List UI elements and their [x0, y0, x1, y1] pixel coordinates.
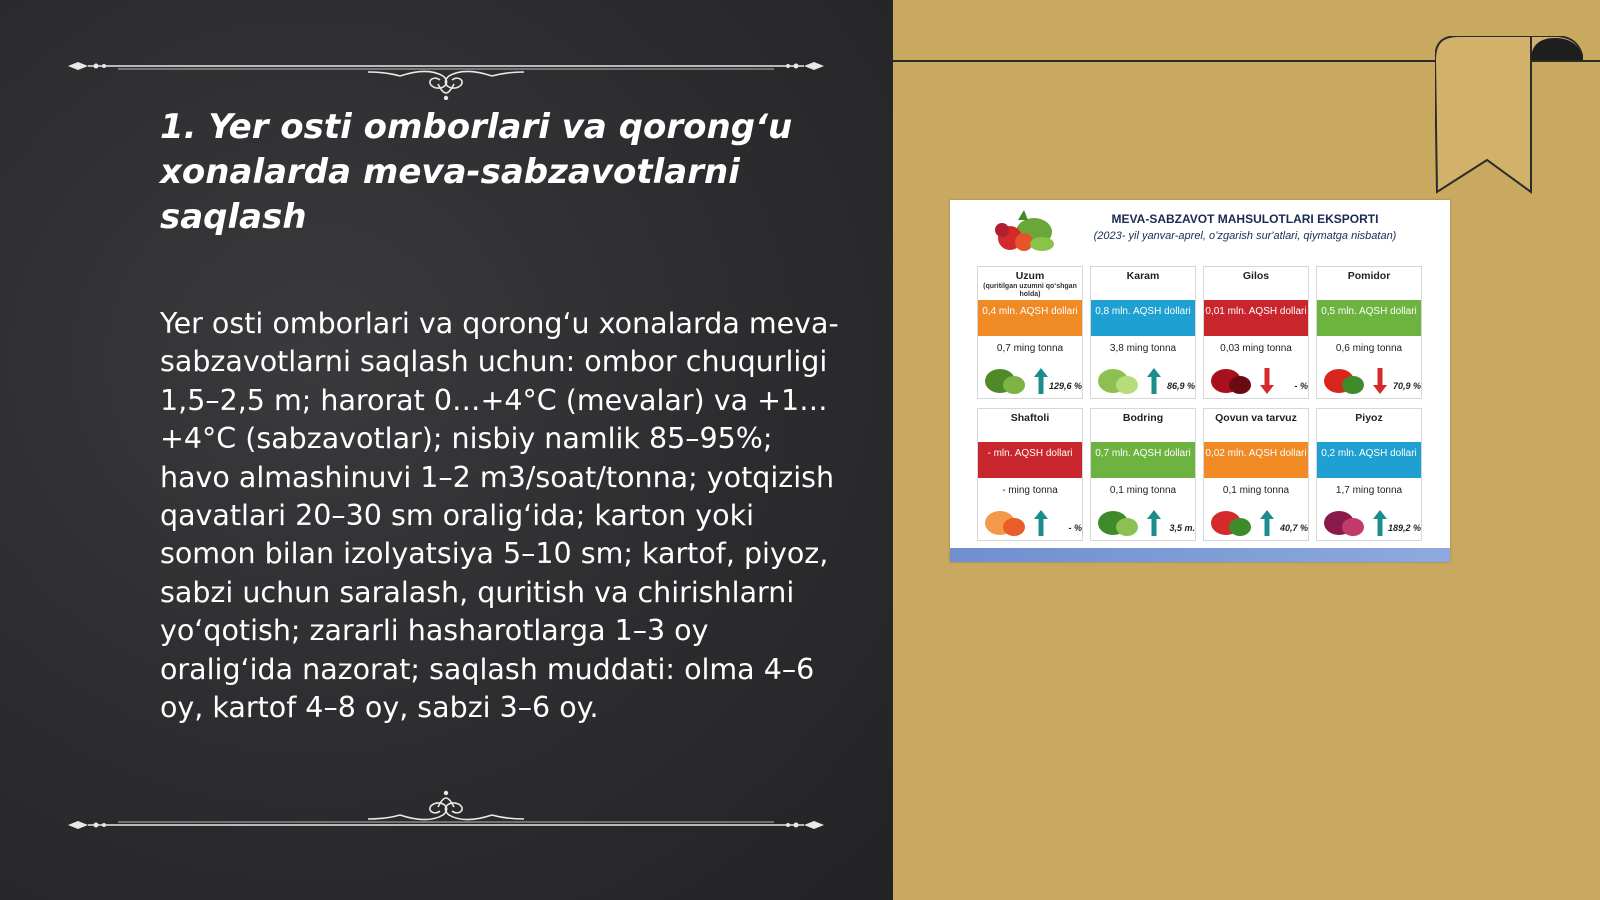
- card-quantity: 0,6 ming tonna: [1335, 343, 1403, 354]
- card-product-name: [1317, 267, 1421, 300]
- card-export-value: 0,7 mln. AQSH dollari: [1091, 442, 1195, 478]
- tomato-icon: [1319, 361, 1371, 397]
- card-change-rate: 86,9 %: [1166, 381, 1195, 391]
- card-change-rate: - %: [1068, 523, 1082, 533]
- card-product-label: Qovun va tarvuz: [1215, 412, 1297, 424]
- export-infographic: [950, 200, 1450, 562]
- infographic-title: MEVA-SABZAVOT MAHSULOTLARI EKSPORTI: [1111, 212, 1379, 226]
- peach-icon: [980, 503, 1032, 539]
- vegetables-icon: [988, 206, 1058, 254]
- product-card: [977, 408, 1083, 541]
- card-export-value: 0,5 mln. AQSH dollari: [1317, 300, 1421, 336]
- card-quantity: - ming tonna: [1002, 485, 1058, 496]
- card-quantity: 0,1 ming tonna: [1109, 485, 1177, 496]
- card-change-rate: - %: [1294, 381, 1308, 391]
- card-change-rate: 70,9 %: [1392, 381, 1421, 391]
- card-export-value: 0,4 mln. AQSH dollari: [978, 300, 1082, 336]
- card-product-label: Gilos: [1242, 270, 1270, 282]
- card-product-name: [1204, 267, 1308, 300]
- card-change-rate: 129,6 %: [1048, 381, 1082, 391]
- card-export-value: 0,02 mln. AQSH dollari: [1204, 442, 1308, 478]
- card-quantity: 0,7 ming tonna: [996, 343, 1064, 354]
- infographic-footer-bar: [950, 548, 1450, 562]
- product-card: [1316, 266, 1422, 399]
- top-ornament: [68, 40, 824, 100]
- card-quantity: 0,1 ming tonna: [1222, 485, 1290, 496]
- card-quantity: 1,7 ming tonna: [1335, 485, 1403, 496]
- card-product-name: [978, 409, 1082, 442]
- product-card: [1203, 408, 1309, 541]
- card-product-name: [1317, 409, 1421, 442]
- bookmark-icon: [1435, 36, 1583, 198]
- product-card: [1203, 266, 1309, 399]
- melon-icon: [1206, 503, 1258, 539]
- card-product-name: [1091, 267, 1195, 300]
- product-card: [977, 266, 1083, 399]
- slide-title: 1. Yer osti omborlari va qorongʻu xonalarda meva-sabzavotlarni saqlash: [160, 107, 793, 237]
- cabbage-icon: [1093, 361, 1145, 397]
- card-export-value: - mln. AQSH dollari: [978, 442, 1082, 478]
- card-export-value: 0,2 mln. AQSH dollari: [1317, 442, 1421, 478]
- card-product-name: [1204, 409, 1308, 442]
- product-card: [1316, 408, 1422, 541]
- product-card: [1090, 266, 1196, 399]
- product-card: [1090, 408, 1196, 541]
- card-product-name: [978, 267, 1082, 300]
- infographic-subtitle: (2023- yil yanvar-aprel, oʻzgarish sur'atlari, qiymatga nisbatan): [1093, 230, 1397, 242]
- card-product-label: Shaftoli: [1010, 412, 1050, 424]
- card-product-name: [1091, 409, 1195, 442]
- card-quantity: 0,03 ming tonna: [1220, 343, 1292, 354]
- card-product-label: Bodring: [1122, 412, 1164, 424]
- card-change-rate: 3,5 m.: [1169, 523, 1195, 533]
- grapes-icon: [980, 361, 1032, 397]
- slide-body: Yer osti omborlari va qorongʻu xonalarda meva-sabzavotlarni saqlash uchun: ombor chuqurligi 1,5–2,5 m; harorat 0…+4°C (mevalar) va +1…+4°C (sabzavotlar); nisbiy namlik 85–95%; havo almashinuvi 1–2 m3/soat/tonna; yotqizish qavatlari 20–30 sm oraligʻida; karton yoki somon bilan izolyatsiya 5–10 sm; kartof, piyoz, sabzi uchun saralash, quritish va chirishlarni yoʻqotish; zararli hasharotlarga 1–3 oy oraligʻida nazorat; saqlash muddati: olma 4–6 oy, kartof 4–8 oy, sabzi 3–6 oy.: [160, 307, 839, 725]
- card-product-label: Uzum: [1015, 270, 1045, 282]
- card-product-note: (quritilgan uzumni qoʻshgan holda): [983, 283, 1077, 298]
- card-product-label: Karam: [1126, 270, 1160, 282]
- card-change-rate: 189,2 %: [1387, 523, 1421, 533]
- card-product-label: Pomidor: [1347, 270, 1391, 282]
- bottom-ornament: [68, 775, 824, 835]
- card-quantity: 3,8 ming tonna: [1109, 343, 1177, 354]
- card-product-label: Piyoz: [1355, 412, 1383, 424]
- cucumber-icon: [1093, 503, 1145, 539]
- card-export-value: 0,8 mln. AQSH dollari: [1091, 300, 1195, 336]
- card-export-value: 0,01 mln. AQSH dollari: [1204, 300, 1308, 336]
- card-change-rate: 40,7 %: [1279, 523, 1308, 533]
- onion-icon: [1319, 503, 1371, 539]
- cherry-icon: [1206, 361, 1258, 397]
